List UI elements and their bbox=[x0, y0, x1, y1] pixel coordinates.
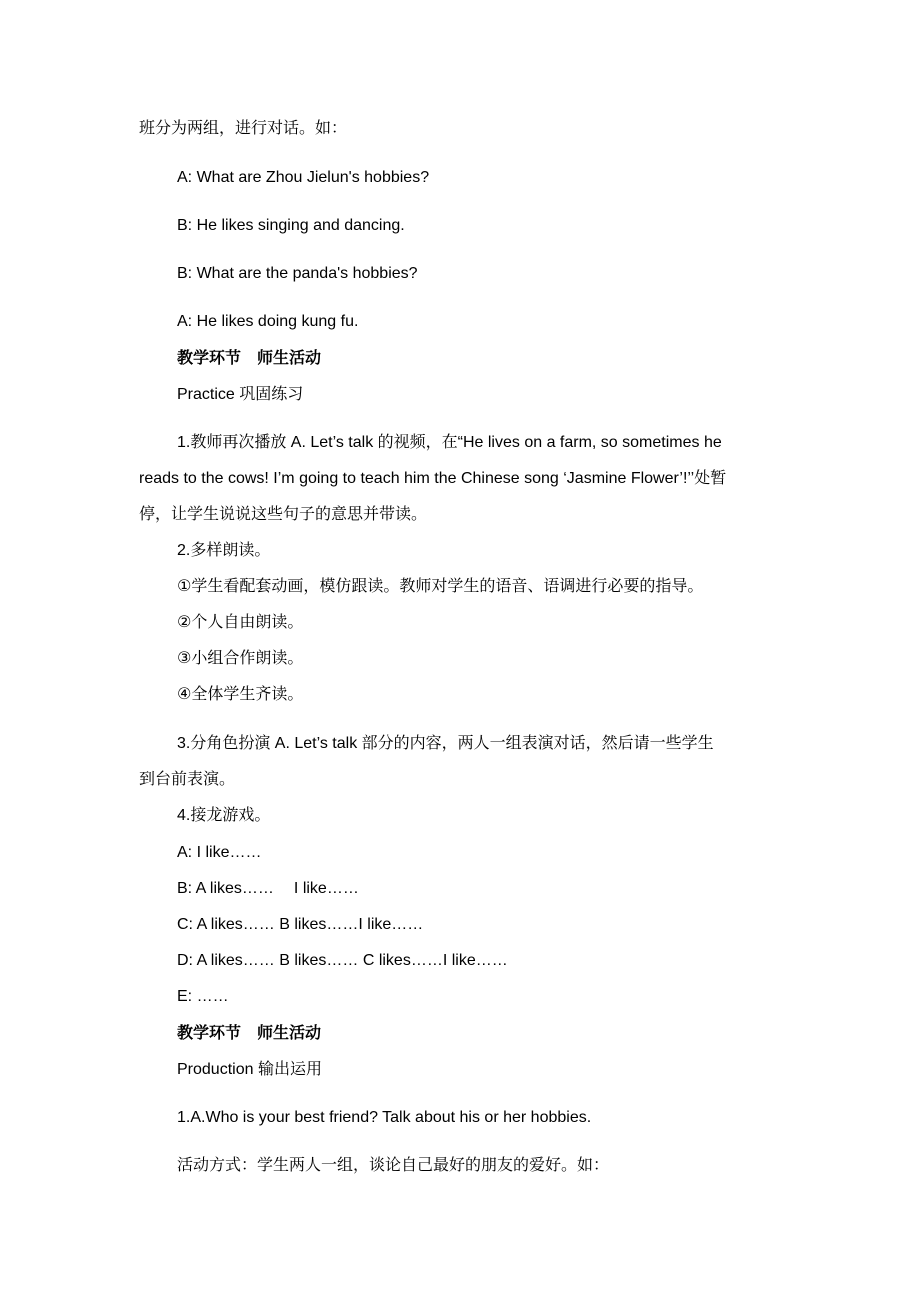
section-heading-2 bbox=[177, 1024, 321, 1044]
production-activity: 活动方式：学生两人一组，谈论自己最好的朋友的爱好。如： bbox=[177, 1157, 610, 1174]
production-title: Production 输出运用 bbox=[177, 1061, 322, 1078]
game-line-b-part-1: B: A likes…… bbox=[177, 880, 274, 897]
section-heading-1 bbox=[177, 349, 321, 369]
game-line-b bbox=[177, 879, 359, 899]
heading-stage-label: 教学环节 bbox=[177, 350, 242, 367]
dialogue-line-4: A: He likes doing kung fu. bbox=[177, 313, 359, 330]
heading-activity-label: 师生活动 bbox=[257, 1025, 322, 1042]
heading-activity-label: 师生活动 bbox=[257, 350, 322, 367]
game-line-d: D: A likes…… B likes…… C likes……I like…… bbox=[177, 952, 508, 969]
dialogue-line-3: B: What are the panda's hobbies? bbox=[177, 265, 418, 282]
game-line-c: C: A likes…… B likes……I like…… bbox=[177, 916, 424, 933]
practice-step-2-item-4: ④全体学生齐读。 bbox=[177, 686, 304, 703]
game-line-e: E: …… bbox=[177, 988, 229, 1005]
practice-step-1-line-1: 1.教师再次播放 A. Let’s talk 的视频，在“He lives on a farm, so sometimes he bbox=[177, 434, 722, 451]
intro-line: 班分为两组，进行对话。如： bbox=[139, 120, 348, 137]
practice-step-1-line-2: reads to the cows! I’m going to teach him the Chinese song ‘Jasmine Flower’!’’处暂 bbox=[139, 470, 727, 487]
practice-step-2-item-3: ③小组合作朗读。 bbox=[177, 650, 304, 667]
practice-step-2-item-2: ②个人自由朗读。 bbox=[177, 614, 304, 631]
heading-stage-label: 教学环节 bbox=[177, 1025, 242, 1042]
dialogue-line-1: A: What are Zhou Jielun's hobbies? bbox=[177, 169, 430, 186]
practice-step-3-line-2: 到台前表演。 bbox=[139, 771, 236, 788]
production-question: 1.A.Who is your best friend? Talk about his or her hobbies. bbox=[177, 1109, 592, 1126]
practice-step-4: 4.接龙游戏。 bbox=[177, 807, 271, 824]
practice-step-1-line-3: 停，让学生说说这些句子的意思并带读。 bbox=[139, 506, 428, 523]
practice-step-3-line-1: 3.分角色扮演 A. Let’s talk 部分的内容，两人一组表演对话，然后请一些学生 bbox=[177, 735, 714, 752]
practice-title: Practice 巩固练习 bbox=[177, 386, 304, 403]
dialogue-line-2: B: He likes singing and dancing. bbox=[177, 217, 405, 234]
game-line-a: A: I like…… bbox=[177, 844, 262, 861]
game-line-b-part-2: I like…… bbox=[293, 880, 359, 897]
practice-step-2-item-1: ①学生看配套动画，模仿跟读。教师对学生的语音、语调进行必要的指导。 bbox=[177, 578, 704, 595]
practice-step-2: 2.多样朗读。 bbox=[177, 542, 271, 559]
